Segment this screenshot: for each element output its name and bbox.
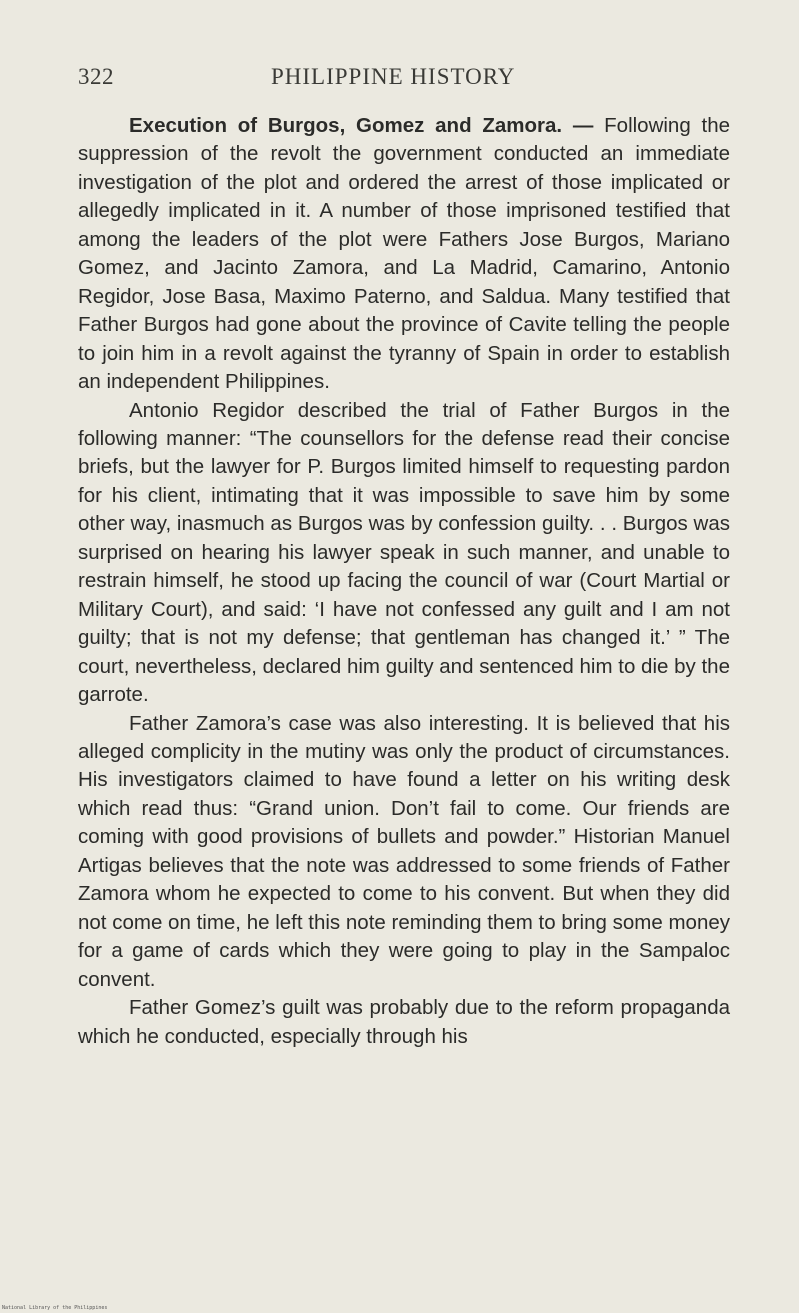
paragraph: Antonio Regidor described the trial of Father Burgos in the following manner: “The counsellors for the defense read their concise briefs, but the lawyer for P. Burgos limited himself to requesting pardon for his client, intimating that it was impossible to save him by some other way, inasmuch as Burgos was by confession guilty. . . Burgos was surprised on hearing his lawyer speak in such manner, and unable to restrain himself, he stood up facing the council of war (Court Martial or Military Court), and said: ‘I have not confessed any guilt and I am not guilty; that is not my defense; that gentleman has changed it.’ ” The court, nevertheless, declared him guilty and sentenced him to die by the garrote. bbox=[78, 398, 730, 707]
page-header bbox=[78, 64, 728, 98]
section-heading: Execution of Burgos, Gomez and Zamora. — bbox=[129, 114, 594, 137]
paragraph bbox=[78, 112, 730, 397]
body-text bbox=[78, 112, 730, 1051]
running-head: PHILIPPINE HISTORY bbox=[271, 64, 516, 89]
page-number: 322 bbox=[78, 64, 114, 89]
paragraph: Father Zamora’s case was also interesting. It is believed that his alleged complicity in the mutiny was only the product of circumstances. His investigators claimed to have found a letter on his writing desk which read thus: “Grand union. Don’t fail to come. Our friends are coming with good provisions of bullets and powder.” Historian Manuel Artigas believes that the note was addressed to some friends of Father Zamora whom he expected to come to his convent. But when they did not come on time, he left this note reminding them to bring some money for a game of cards which they were going to play in the Sampaloc convent. bbox=[78, 711, 730, 991]
library-watermark: National Library of the Philippines bbox=[2, 1305, 108, 1311]
paragraph-text: Following the suppression of the revolt the government conducted an immediate investigation of the plot and ordered the arrest of those implicated or allegedly implicated in it. A number of those imprisoned testified that among the leaders of the plot were Fathers Jose Burgos, Mariano Gomez, and Jacinto Zamora, and La Madrid, Camarino, Antonio Regidor, Jose Basa, Maximo Paterno, and Saldua. Many testified that Father Burgos had gone about the province of Cavite telling the people to join him in a revolt against the tyranny of Spain in order to establish an independent Philippines. bbox=[78, 114, 730, 394]
paragraph: Father Gomez’s guilt was probably due to the reform propaganda which he conducted, especially through his bbox=[78, 996, 730, 1048]
